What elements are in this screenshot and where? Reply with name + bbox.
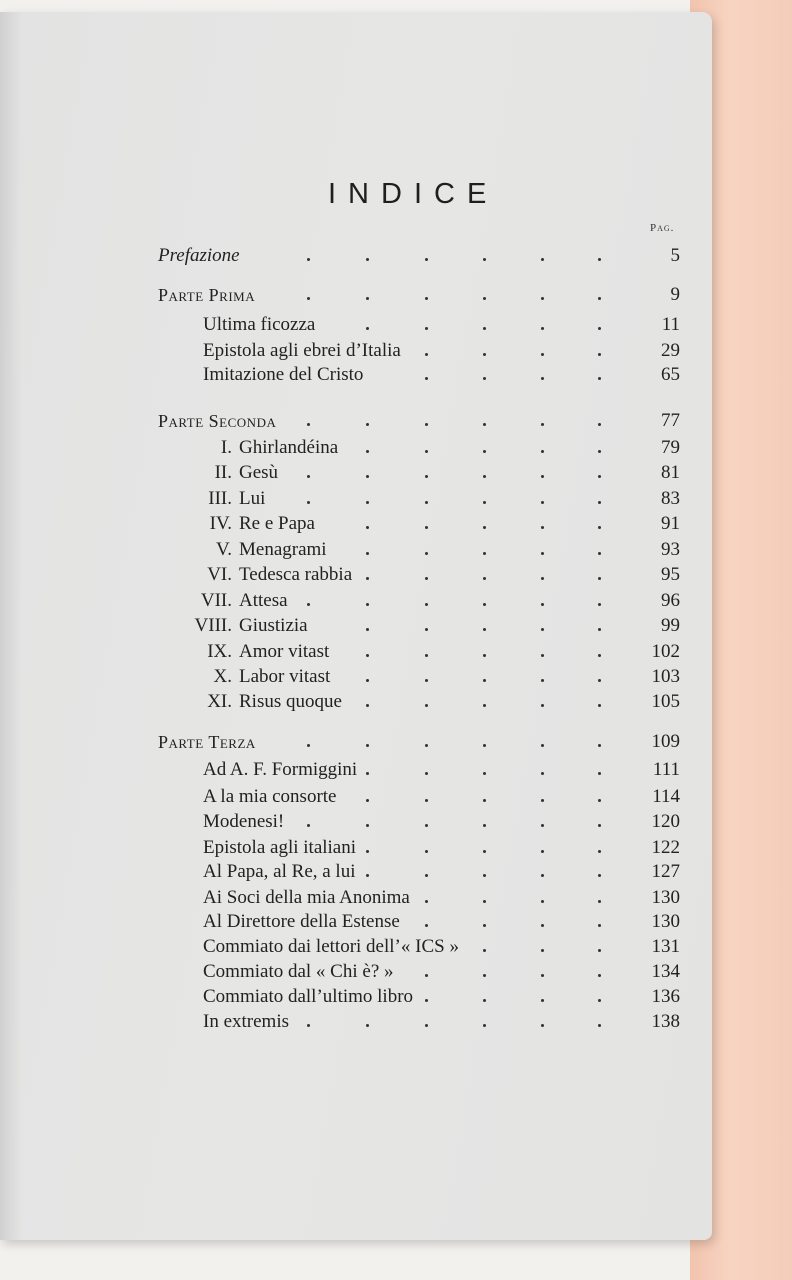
leader-dot [483,423,486,426]
leader-dot [541,603,544,606]
leader-dot [541,704,544,707]
leader-dot [366,1024,369,1027]
entry-title: Prefazione [158,245,240,266]
toc-entry [203,363,363,387]
leader-dot [366,744,369,747]
entry-page-number: 109 [651,731,680,752]
leader-dot [366,799,369,802]
toc-entry [203,1010,289,1034]
leader-dot [425,679,428,682]
leader-dot [483,450,486,453]
entry-title: Parte Seconda [158,411,277,431]
leader-dot [307,423,310,426]
toc-entry [182,538,327,562]
entry-page-number: 114 [652,786,680,807]
leader-dot [366,603,369,606]
leader-dot [425,501,428,504]
entry-title: Amor vitast [239,641,330,662]
leader-dot [598,501,601,504]
leader-dot [483,824,486,827]
chapter-numeral: VI. [207,564,232,585]
toc-entry [182,665,330,689]
leader-dot [483,603,486,606]
leader-dot [425,526,428,529]
entry-page-number: 79 [661,437,680,458]
entry-title: Imitazione del Cristo [203,364,364,385]
leader-dot [541,679,544,682]
leader-dot [425,924,428,927]
leader-dot [425,1024,428,1027]
entry-title: Al Direttore della Estense [203,911,400,932]
toc-entry [203,985,413,1009]
chapter-numeral: II. [214,462,232,483]
leader-dot [366,628,369,631]
leader-dot [541,423,544,426]
leader-dot [598,450,601,453]
entry-title: Parte Terza [158,732,256,752]
leader-dot [541,327,544,330]
entry-title: Attesa [239,590,288,611]
leader-dot [307,824,310,827]
leader-dot [483,679,486,682]
leader-dot [425,850,428,853]
entry-page-number: 9 [670,284,680,305]
leader-dot [598,552,601,555]
entry-title: Commiato dal « Chi è? » [203,961,394,982]
leader-dot [541,772,544,775]
leader-dot [541,824,544,827]
leader-dot [483,552,486,555]
leader-dot [598,999,601,1002]
entry-title: Parte Prima [158,285,256,305]
leader-dot [598,423,601,426]
leader-dot [425,799,428,802]
leader-dot [541,552,544,555]
leader-dot [307,297,310,300]
leader-dot [425,377,428,380]
leader-dot [541,353,544,356]
entry-title: Tedesca rabbia [239,564,353,585]
leader-dot [541,949,544,952]
leader-dot [425,654,428,657]
leader-dot [598,679,601,682]
leader-dot [425,900,428,903]
leader-dot [366,475,369,478]
leader-dot [541,900,544,903]
entry-title: Giustizia [239,615,308,636]
entry-page-number: 138 [651,1011,680,1032]
leader-dot [366,772,369,775]
leader-dot [483,704,486,707]
entry-page-number: 83 [661,488,680,509]
entry-page-number: 99 [661,615,680,636]
leader-dot [425,577,428,580]
toc-entry [158,244,240,268]
entry-page-number: 103 [651,666,680,687]
leader-dot [366,654,369,657]
leader-dot [483,744,486,747]
toc-entry [158,283,255,307]
leader-dot [366,704,369,707]
leader-dot [366,501,369,504]
entry-page-number: 29 [661,340,680,361]
leader-dot [598,874,601,877]
leader-dot [366,552,369,555]
entry-title: Ad A. F. Formiggini [203,759,358,780]
entry-page-number: 5 [670,245,680,266]
entry-page-number: 11 [661,314,680,335]
leader-dot [425,628,428,631]
leader-dot [598,974,601,977]
leader-dot [483,377,486,380]
entry-title: Ultima ficozza [203,314,316,335]
leader-dot [366,258,369,261]
entry-page-number: 77 [661,410,680,431]
leader-dot [598,377,601,380]
leader-dot [425,603,428,606]
entry-page-number: 130 [651,887,680,908]
leader-dot [307,258,310,261]
entry-page-number: 102 [651,641,680,662]
leader-dot [483,874,486,877]
leader-dot [541,501,544,504]
entry-page-number: 136 [651,986,680,1007]
toc-entry [203,860,356,884]
leader-dot [483,577,486,580]
leader-dot [425,475,428,478]
entry-page-number: 105 [651,691,680,712]
leader-dot [598,628,601,631]
leader-dot [541,297,544,300]
leader-dot [483,949,486,952]
leader-dot [598,526,601,529]
toc-entry [203,810,284,834]
leader-dot [483,974,486,977]
leader-dot [425,874,428,877]
entry-page-number: 134 [651,961,680,982]
leader-dot [483,1024,486,1027]
toc-entry [182,461,278,485]
entry-title: Menagrami [239,539,327,560]
leader-dot [598,1024,601,1027]
leader-dot [598,353,601,356]
leader-dot [483,258,486,261]
entry-title: Commiato dall’ultimo libro [203,986,414,1007]
entry-title: Lui [239,488,266,509]
toc-entry [203,313,315,337]
leader-dot [541,974,544,977]
entry-title: A la mia consorte [203,786,337,807]
leader-dot [598,850,601,853]
chapter-numeral: IX. [207,641,232,662]
toc-entry [182,436,338,460]
toc-entry [182,487,265,511]
toc-entry [203,785,337,809]
leader-dot [483,327,486,330]
chapter-numeral: III. [208,488,232,509]
leader-dot [598,475,601,478]
page-spine-shadow [0,12,22,1240]
leader-dot [483,654,486,657]
leader-dot [425,258,428,261]
leader-dot [425,824,428,827]
leader-dot [366,450,369,453]
leader-dot [541,1024,544,1027]
leader-dot [541,577,544,580]
leader-dot [541,526,544,529]
leader-dot [366,526,369,529]
leader-dot [598,924,601,927]
toc-entry [158,730,256,754]
leader-dot [541,258,544,261]
entry-title: Re e Papa [239,513,315,534]
toc-entry [182,589,288,613]
leader-dot [598,900,601,903]
leader-dot [425,552,428,555]
chapter-numeral: XI. [207,691,232,712]
leader-dot [598,949,601,952]
leader-dot [483,799,486,802]
leader-dot [483,999,486,1002]
leader-dot [425,297,428,300]
leader-dot [483,850,486,853]
toc-entry [203,836,356,860]
toc-entry [182,512,315,536]
toc-entry [203,758,357,782]
entry-page-number: 65 [661,364,680,385]
index-title: INDICE [328,178,499,210]
leader-dot [598,799,601,802]
leader-dot [483,526,486,529]
entry-page-number: 95 [661,564,680,585]
leader-dot [425,423,428,426]
leader-dot [483,475,486,478]
leader-dot [307,1024,310,1027]
leader-dot [541,850,544,853]
entry-page-number: 111 [652,759,680,780]
entry-title: Al Papa, al Re, a lui [203,861,356,882]
entry-page-number: 93 [661,539,680,560]
page-column-label: Pag. [650,222,675,234]
entry-page-number: 127 [651,861,680,882]
leader-dot [598,744,601,747]
leader-dot [598,654,601,657]
leader-dot [541,377,544,380]
leader-dot [483,353,486,356]
leader-dot [483,772,486,775]
toc-entry [203,339,401,363]
leader-dot [425,450,428,453]
chapter-numeral: V. [215,539,232,560]
chapter-numeral: I. [220,437,232,458]
entry-page-number: 122 [651,837,680,858]
entry-title: Risus quoque [239,691,342,712]
leader-dot [366,327,369,330]
leader-dot [598,258,601,261]
leader-dot [425,999,428,1002]
leader-dot [366,850,369,853]
leader-dot [425,744,428,747]
leader-dot [541,475,544,478]
chapter-numeral: VII. [200,590,232,611]
leader-dot [425,353,428,356]
leader-dot [598,327,601,330]
leader-dot [483,900,486,903]
toc-entry [203,960,394,984]
leader-dot [483,297,486,300]
leader-dot [366,824,369,827]
entry-title: Commiato dai lettori dell’« ICS » [203,936,459,957]
leader-dot [307,501,310,504]
chapter-numeral: X. [213,666,232,687]
chapter-numeral: VIII. [194,615,232,636]
leader-dot [541,799,544,802]
leader-dot [307,603,310,606]
leader-dot [425,704,428,707]
leader-dot [598,603,601,606]
entry-page-number: 131 [651,936,680,957]
leader-dot [366,423,369,426]
leader-dot [307,475,310,478]
leader-dot [541,628,544,631]
entry-title: In extremis [203,1011,290,1032]
leader-dot [366,297,369,300]
entry-page-number: 120 [651,811,680,832]
leader-dot [366,874,369,877]
toc-entry [158,409,276,433]
toc-entry [203,886,410,910]
entry-page-number: 91 [661,513,680,534]
leader-dot [307,744,310,747]
leader-dot [366,679,369,682]
leader-dot [598,772,601,775]
leader-dot [541,654,544,657]
leader-dot [598,704,601,707]
entry-title: Epistola agli italiani [203,837,357,858]
toc-entry [203,910,400,934]
leader-dot [598,297,601,300]
leader-dot [483,924,486,927]
leader-dot [483,628,486,631]
toc-entry [182,690,342,714]
leader-dot [541,450,544,453]
leader-dot [366,577,369,580]
entry-title: Modenesi! [203,811,285,832]
entry-title: Ai Soci della mia Anonima [203,887,410,908]
chapter-numeral: IV. [209,513,232,534]
leader-dot [541,874,544,877]
leader-dot [541,744,544,747]
entry-title: Gesù [239,462,279,483]
entry-title: Epistola agli ebrei d’Italia [203,340,401,361]
entry-title: Ghirlandéina [239,437,339,458]
leader-dot [425,772,428,775]
entry-page-number: 81 [661,462,680,483]
leader-dot [598,824,601,827]
leader-dot [425,974,428,977]
toc-entry [182,563,352,587]
entry-page-number: 96 [661,590,680,611]
toc-entry [182,614,308,638]
leader-dot [425,327,428,330]
toc-entry [203,935,459,959]
entry-title: Labor vitast [239,666,331,687]
toc-entry [182,640,329,664]
entry-page-number: 130 [651,911,680,932]
leader-dot [598,577,601,580]
leader-dot [483,501,486,504]
leader-dot [541,924,544,927]
leader-dot [541,999,544,1002]
